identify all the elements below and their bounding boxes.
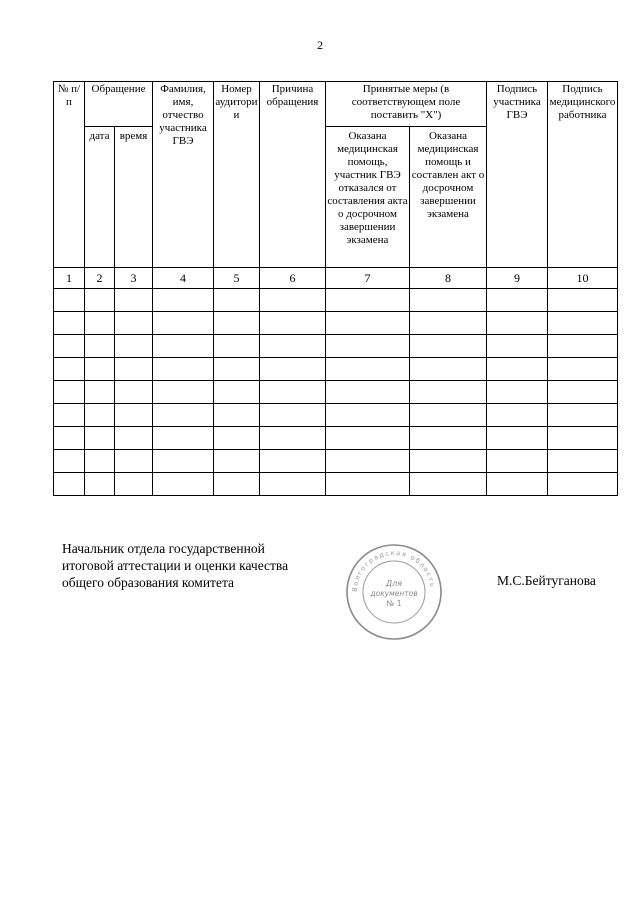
table-cell[interactable] — [487, 335, 548, 358]
table-cell[interactable] — [85, 358, 115, 381]
table-cell[interactable] — [85, 404, 115, 427]
table-cell[interactable] — [410, 312, 487, 335]
table-cell[interactable] — [487, 312, 548, 335]
table-row — [54, 381, 618, 404]
column-number: 2 — [85, 268, 115, 289]
table-cell[interactable] — [487, 289, 548, 312]
column-number: 8 — [410, 268, 487, 289]
table-cell[interactable] — [326, 335, 410, 358]
signature-title-line: итоговой аттестации и оценки качества — [62, 558, 289, 573]
header-sign-participant: Подпись участника ГВЭ — [487, 82, 548, 268]
column-number: 1 — [54, 268, 85, 289]
table-cell[interactable] — [548, 312, 618, 335]
header-appeal: Обращение — [85, 82, 153, 127]
table-cell[interactable] — [487, 358, 548, 381]
table-cell[interactable] — [487, 427, 548, 450]
table-cell[interactable] — [326, 450, 410, 473]
table-cell[interactable] — [260, 381, 326, 404]
table-cell[interactable] — [548, 427, 618, 450]
table-cell[interactable] — [487, 473, 548, 496]
table-cell[interactable] — [214, 450, 260, 473]
table-cell[interactable] — [214, 289, 260, 312]
medical-appeals-table — [53, 81, 618, 496]
table-cell[interactable] — [548, 450, 618, 473]
table-cell[interactable] — [153, 358, 214, 381]
table-cell[interactable] — [153, 404, 214, 427]
table-cell[interactable] — [410, 404, 487, 427]
signature-block — [62, 540, 288, 591]
table-cell[interactable] — [153, 289, 214, 312]
table-cell[interactable] — [54, 404, 85, 427]
table-cell[interactable] — [54, 335, 85, 358]
table-cell[interactable] — [214, 312, 260, 335]
table-cell[interactable] — [260, 427, 326, 450]
table-cell[interactable] — [153, 473, 214, 496]
table-cell[interactable] — [54, 358, 85, 381]
column-number: 3 — [115, 268, 153, 289]
table-cell[interactable] — [326, 312, 410, 335]
table-cell[interactable] — [153, 450, 214, 473]
table-cell[interactable] — [548, 289, 618, 312]
table-cell[interactable] — [214, 427, 260, 450]
table-cell[interactable] — [548, 335, 618, 358]
stamp-center-text: документов — [370, 589, 418, 598]
table-cell[interactable] — [410, 473, 487, 496]
header-measure-a: Оказана медицинская помощь, участник ГВЭ отказался от составления акта о досрочном завершении экзамена — [326, 127, 410, 268]
table-cell[interactable] — [85, 381, 115, 404]
stamp-center-text: № 1 — [386, 599, 402, 608]
table-cell[interactable] — [115, 381, 153, 404]
table-cell[interactable] — [326, 427, 410, 450]
table-cell[interactable] — [214, 381, 260, 404]
table-cell[interactable] — [260, 450, 326, 473]
table-cell[interactable] — [214, 473, 260, 496]
header-date: дата — [85, 127, 115, 268]
table-cell[interactable] — [260, 335, 326, 358]
table-cell[interactable] — [153, 381, 214, 404]
table-cell[interactable] — [548, 381, 618, 404]
table-row — [54, 404, 618, 427]
table-cell[interactable] — [260, 312, 326, 335]
signature-title-line: Начальник отдела государственной — [62, 541, 265, 556]
header-reason: Причина обращения — [260, 82, 326, 268]
table-cell[interactable] — [326, 289, 410, 312]
header-sign-medic: Подпись медицинского работника — [548, 82, 618, 268]
table-cell[interactable] — [260, 404, 326, 427]
table-cell[interactable] — [260, 358, 326, 381]
table-body — [54, 289, 618, 496]
table-row — [54, 473, 618, 496]
table-cell[interactable] — [260, 473, 326, 496]
table-cell[interactable] — [487, 404, 548, 427]
table-row — [54, 427, 618, 450]
table-cell[interactable] — [153, 427, 214, 450]
table-cell[interactable] — [326, 404, 410, 427]
table-cell[interactable] — [115, 358, 153, 381]
table-cell[interactable] — [54, 289, 85, 312]
table-cell[interactable] — [153, 312, 214, 335]
table-cell[interactable] — [115, 473, 153, 496]
table-cell[interactable] — [115, 335, 153, 358]
table-cell[interactable] — [85, 312, 115, 335]
table-cell[interactable] — [410, 335, 487, 358]
column-numbers-row — [54, 268, 618, 289]
table-cell[interactable] — [54, 450, 85, 473]
signature-title-line: общего образования комитета — [62, 575, 234, 590]
table-row — [54, 312, 618, 335]
table-row — [54, 289, 618, 312]
table-cell[interactable] — [326, 473, 410, 496]
column-number: 10 — [548, 268, 618, 289]
table-cell[interactable] — [115, 427, 153, 450]
page-number: 2 — [317, 38, 323, 52]
table-cell[interactable] — [487, 381, 548, 404]
table-cell[interactable] — [410, 381, 487, 404]
table-cell[interactable] — [115, 289, 153, 312]
header-name: Фамилия, имя, отчество участника ГВЭ — [153, 82, 214, 268]
table-cell[interactable] — [115, 450, 153, 473]
table-cell[interactable] — [410, 450, 487, 473]
table-cell[interactable] — [260, 289, 326, 312]
table-row — [54, 450, 618, 473]
table-cell[interactable] — [214, 358, 260, 381]
header-measures: Принятые меры (в соответствующем поле поставить "Х") — [326, 82, 487, 127]
table-cell[interactable] — [487, 450, 548, 473]
table-cell[interactable] — [54, 427, 85, 450]
column-number: 4 — [153, 268, 214, 289]
table-row — [54, 358, 618, 381]
header-measure-b: Оказана медицинская помощь и составлен акт о досрочном завершении экзамена — [410, 127, 487, 268]
column-number: 7 — [326, 268, 410, 289]
table-cell[interactable] — [326, 358, 410, 381]
table-cell[interactable] — [54, 312, 85, 335]
table-cell[interactable] — [85, 289, 115, 312]
column-number: 5 — [214, 268, 260, 289]
table-cell[interactable] — [115, 404, 153, 427]
table-cell[interactable] — [548, 358, 618, 381]
table-cell[interactable] — [54, 381, 85, 404]
official-stamp — [344, 542, 444, 642]
table-cell[interactable] — [410, 427, 487, 450]
table-cell[interactable] — [410, 358, 487, 381]
table-cell[interactable] — [153, 335, 214, 358]
header-num: № п/п — [54, 82, 85, 268]
table-cell[interactable] — [85, 450, 115, 473]
table-cell[interactable] — [85, 427, 115, 450]
table-cell[interactable] — [326, 381, 410, 404]
table-cell[interactable] — [214, 335, 260, 358]
table-cell[interactable] — [214, 404, 260, 427]
table-cell[interactable] — [85, 473, 115, 496]
table-cell[interactable] — [410, 289, 487, 312]
signer-name: М.С.Бейтуганова — [497, 573, 596, 588]
table-cell[interactable] — [548, 404, 618, 427]
table-cell[interactable] — [85, 335, 115, 358]
column-number: 9 — [487, 268, 548, 289]
column-number: 6 — [260, 268, 326, 289]
table-cell[interactable] — [548, 473, 618, 496]
table-cell[interactable] — [115, 312, 153, 335]
header-time: время — [115, 127, 153, 268]
stamp-center-text: Для — [385, 579, 403, 588]
table-cell[interactable] — [54, 473, 85, 496]
stamp-ring-text: Волгоградская область — [350, 548, 437, 593]
table-row — [54, 335, 618, 358]
header-room: Номер аудитории — [214, 82, 260, 268]
